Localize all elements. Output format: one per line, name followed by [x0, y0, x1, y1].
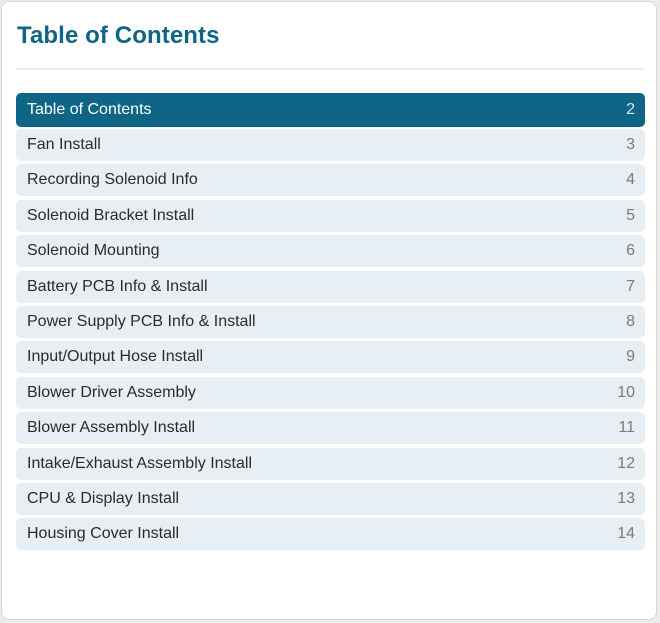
toc-item[interactable]	[16, 377, 645, 409]
toc-item-page: 14	[617, 525, 635, 543]
toc-list	[16, 93, 645, 554]
toc-item-label: Solenoid Mounting	[27, 242, 160, 260]
toc-item-page: 4	[626, 171, 635, 189]
toc-item[interactable]	[16, 448, 645, 480]
toc-item-label: Battery PCB Info & Install	[27, 277, 208, 295]
toc-item[interactable]	[16, 483, 645, 515]
toc-item-page: 12	[617, 454, 635, 472]
toc-item-page: 7	[626, 277, 635, 295]
toc-item-label: Solenoid Bracket Install	[27, 206, 195, 224]
toc-item[interactable]	[16, 129, 645, 161]
toc-item-label: Power Supply PCB Info & Install	[27, 312, 256, 330]
toc-item-page: 11	[618, 419, 635, 437]
toc-item-page: 2	[626, 101, 635, 118]
toc-item-label: Table of Contents	[27, 101, 152, 118]
toc-item[interactable]	[16, 518, 645, 550]
toc-item[interactable]	[16, 271, 645, 303]
toc-item-page: 3	[626, 136, 635, 153]
toc-item-label: CPU & Display Install	[27, 489, 180, 507]
page-title: Table of Contents	[17, 22, 220, 49]
toc-item-page: 13	[617, 489, 635, 507]
toc-item[interactable]	[16, 306, 645, 338]
toc-item-page: 5	[626, 206, 635, 224]
toc-item[interactable]	[16, 164, 645, 196]
toc-item-page: 9	[626, 348, 635, 366]
toc-item-label: Blower Assembly Install	[27, 419, 196, 437]
toc-item-label: Blower Driver Assembly	[27, 383, 196, 401]
toc-item-page: 10	[617, 383, 635, 401]
title-divider	[16, 68, 644, 70]
toc-item-page: 8	[626, 312, 635, 330]
toc-item[interactable]	[16, 341, 645, 373]
toc-item-label: Input/Output Hose Install	[27, 348, 204, 366]
toc-item[interactable]	[16, 412, 645, 444]
toc-item[interactable]	[16, 200, 645, 232]
toc-item[interactable]	[16, 235, 645, 267]
toc-panel	[1, 1, 657, 620]
toc-item-label: Intake/Exhaust Assembly Install	[27, 454, 252, 472]
toc-item-label: Recording Solenoid Info	[27, 171, 198, 189]
toc-item-active[interactable]	[16, 93, 645, 127]
toc-item-label: Fan Install	[27, 136, 101, 153]
toc-item-label: Housing Cover Install	[27, 525, 180, 543]
toc-item-page: 6	[626, 242, 635, 260]
